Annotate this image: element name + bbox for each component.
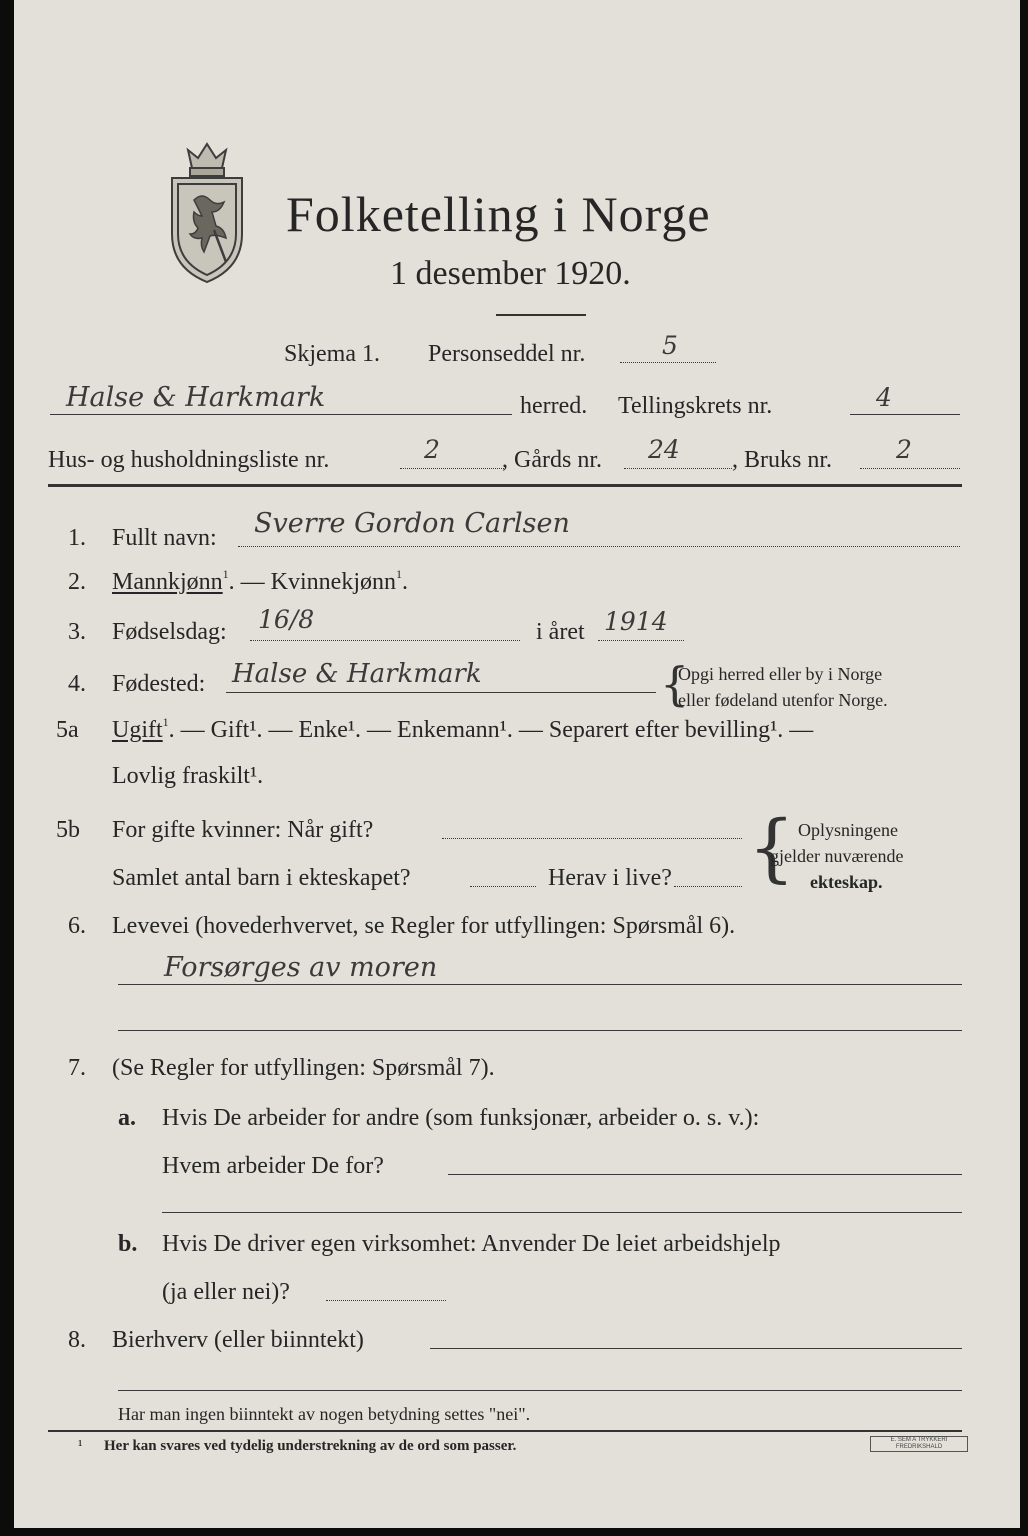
q5b-married-label: For gifte kvinner: Når gift?: [112, 817, 374, 843]
footnote-mark: ¹: [78, 1438, 83, 1454]
side-income-line-1: [430, 1348, 962, 1349]
tellingskrets-value[interactable]: 4: [876, 383, 892, 412]
herred-line: [50, 414, 512, 415]
occupation-line-2: [118, 1030, 962, 1031]
tellingskrets-line: [850, 414, 960, 415]
q1-number: 1.: [68, 525, 86, 551]
bruks-label: , Bruks nr.: [732, 447, 833, 473]
side-income-note: Har man ingen biinntekt av nogen betydning settes "nei".: [118, 1404, 531, 1424]
q6-number: 6.: [68, 913, 86, 939]
bruks-line: [860, 468, 960, 469]
marital-fraskilt-option[interactable]: Lovlig fraskilt¹.: [112, 763, 264, 789]
q2-number: 2.: [68, 569, 86, 595]
gender-end: .: [402, 569, 408, 595]
q7b-letter: b.: [118, 1231, 138, 1257]
q5b-note-line3: ekteskap.: [810, 872, 883, 892]
herred-label: herred.: [520, 393, 588, 419]
q4-number: 4.: [68, 671, 86, 697]
gards-value[interactable]: 24: [648, 435, 680, 464]
q4-note-brace: {: [660, 657, 690, 711]
q7-number: 7.: [68, 1055, 86, 1081]
q5b-note-line2: gjelder nuværende: [770, 846, 904, 866]
q7a-line1: Hvis De arbeider for andre (som funksjonær, arbeider o. s. v.):: [162, 1105, 760, 1131]
title-divider: [496, 314, 586, 316]
gender-male-option[interactable]: Mannkjønn: [112, 569, 223, 595]
husholdning-value[interactable]: 2: [424, 435, 440, 464]
q4-note-line1: Opgi herred eller by i Norge: [678, 664, 883, 684]
footer-divider: [48, 1430, 962, 1432]
gards-label: , Gårds nr.: [502, 447, 602, 473]
birthplace-value[interactable]: Halse & Harkmark: [232, 659, 482, 689]
q7a-letter: a.: [118, 1105, 136, 1131]
tellingskrets-label: Tellingskrets nr.: [618, 393, 773, 419]
occupation-value[interactable]: Forsørges av moren: [164, 952, 438, 983]
q5b-note-brace: {: [748, 805, 796, 891]
q7-label: (Se Regler for utfyllingen: Spørsmål 7).: [112, 1055, 495, 1081]
q4-note-line2: eller fødeland utenfor Norge.: [678, 690, 888, 710]
marital-other-options[interactable]: . — Gift¹. — Enke¹. — Enkemann¹. — Separert efter bevilling¹. —: [168, 717, 814, 743]
bruks-value[interactable]: 2: [896, 435, 912, 464]
gards-line: [624, 468, 732, 469]
q3-label: Fødselsdag:: [112, 619, 227, 645]
husholdning-label: Hus- og husholdningsliste nr.: [48, 447, 330, 473]
header-divider: [48, 484, 962, 487]
full-name-value[interactable]: Sverre Gordon Carlsen: [254, 508, 570, 539]
personseddel-line: [620, 362, 716, 363]
herred-value[interactable]: Halse & Harkmark: [66, 382, 326, 413]
form-date: 1 desember 1920.: [390, 255, 631, 292]
q3-number: 3.: [68, 619, 86, 645]
q8-number: 8.: [68, 1327, 86, 1353]
q5b-number: 5b: [56, 817, 80, 843]
employer-line-2: [162, 1212, 962, 1213]
printer-mark: E. SEM A TRYKKERI FREDRIKSHALD: [870, 1436, 968, 1452]
skjema-label: Skjema 1.: [284, 341, 380, 367]
q1-line: [238, 546, 960, 547]
footnote-ref: 1: [162, 715, 169, 729]
husholdning-line: [400, 468, 504, 469]
q5b-note-line1: Oplysningene: [798, 820, 898, 840]
q7b-line1: Hvis De driver egen virksomhet: Anvender De leiet arbeidshjelp: [162, 1231, 781, 1257]
gender-separator: . —: [228, 569, 271, 595]
children-count-line: [470, 886, 536, 887]
birth-year-line: [598, 640, 684, 641]
norway-coat-of-arms-icon: [164, 138, 250, 284]
married-when-line: [442, 838, 742, 839]
birthplace-line: [226, 692, 656, 693]
birth-year-value[interactable]: 1914: [604, 607, 668, 636]
q7b-hired-help-label: (ja eller nei)?: [162, 1279, 290, 1305]
gender-female-option[interactable]: Kvinnekjønn: [270, 569, 396, 595]
side-income-line-2: [118, 1390, 962, 1391]
footnote-ref: 1: [222, 567, 229, 581]
q5b-children-label: Samlet antal barn i ekteskapet?: [112, 865, 411, 891]
birthday-line: [250, 640, 520, 641]
q3-year-label: i året: [536, 619, 585, 645]
personseddel-value[interactable]: 5: [662, 331, 678, 360]
q4-label: Fødested:: [112, 671, 206, 697]
children-alive-line: [674, 886, 742, 887]
form-title: Folketelling i Norge: [286, 186, 711, 242]
marital-ugift-option[interactable]: Ugift: [112, 717, 163, 743]
q6-label: Levevei (hovederhvervet, se Regler for utfyllingen: Spørsmål 6).: [112, 913, 736, 939]
q5a-number: 5a: [56, 717, 79, 743]
employer-line-1: [448, 1174, 962, 1175]
q1-label: Fullt navn:: [112, 525, 217, 551]
q5b-alive-label: Herav i live?: [548, 865, 672, 891]
marital-status-options: [112, 716, 813, 744]
q8-label: Bierhverv (eller biinntekt): [112, 1327, 364, 1353]
census-form-page: [14, 0, 1020, 1528]
footnote-text: Her kan svares ved tydelig understrekning av de ord som passer.: [104, 1438, 517, 1454]
occupation-line-1: [118, 984, 962, 985]
hired-help-line: [326, 1300, 446, 1301]
q2-options: [112, 568, 408, 596]
birthday-value[interactable]: 16/8: [258, 605, 315, 634]
footnote-ref: 1: [396, 567, 402, 581]
q7a-employer-label: Hvem arbeider De for?: [162, 1153, 384, 1179]
personseddel-label: Personseddel nr.: [428, 341, 586, 367]
